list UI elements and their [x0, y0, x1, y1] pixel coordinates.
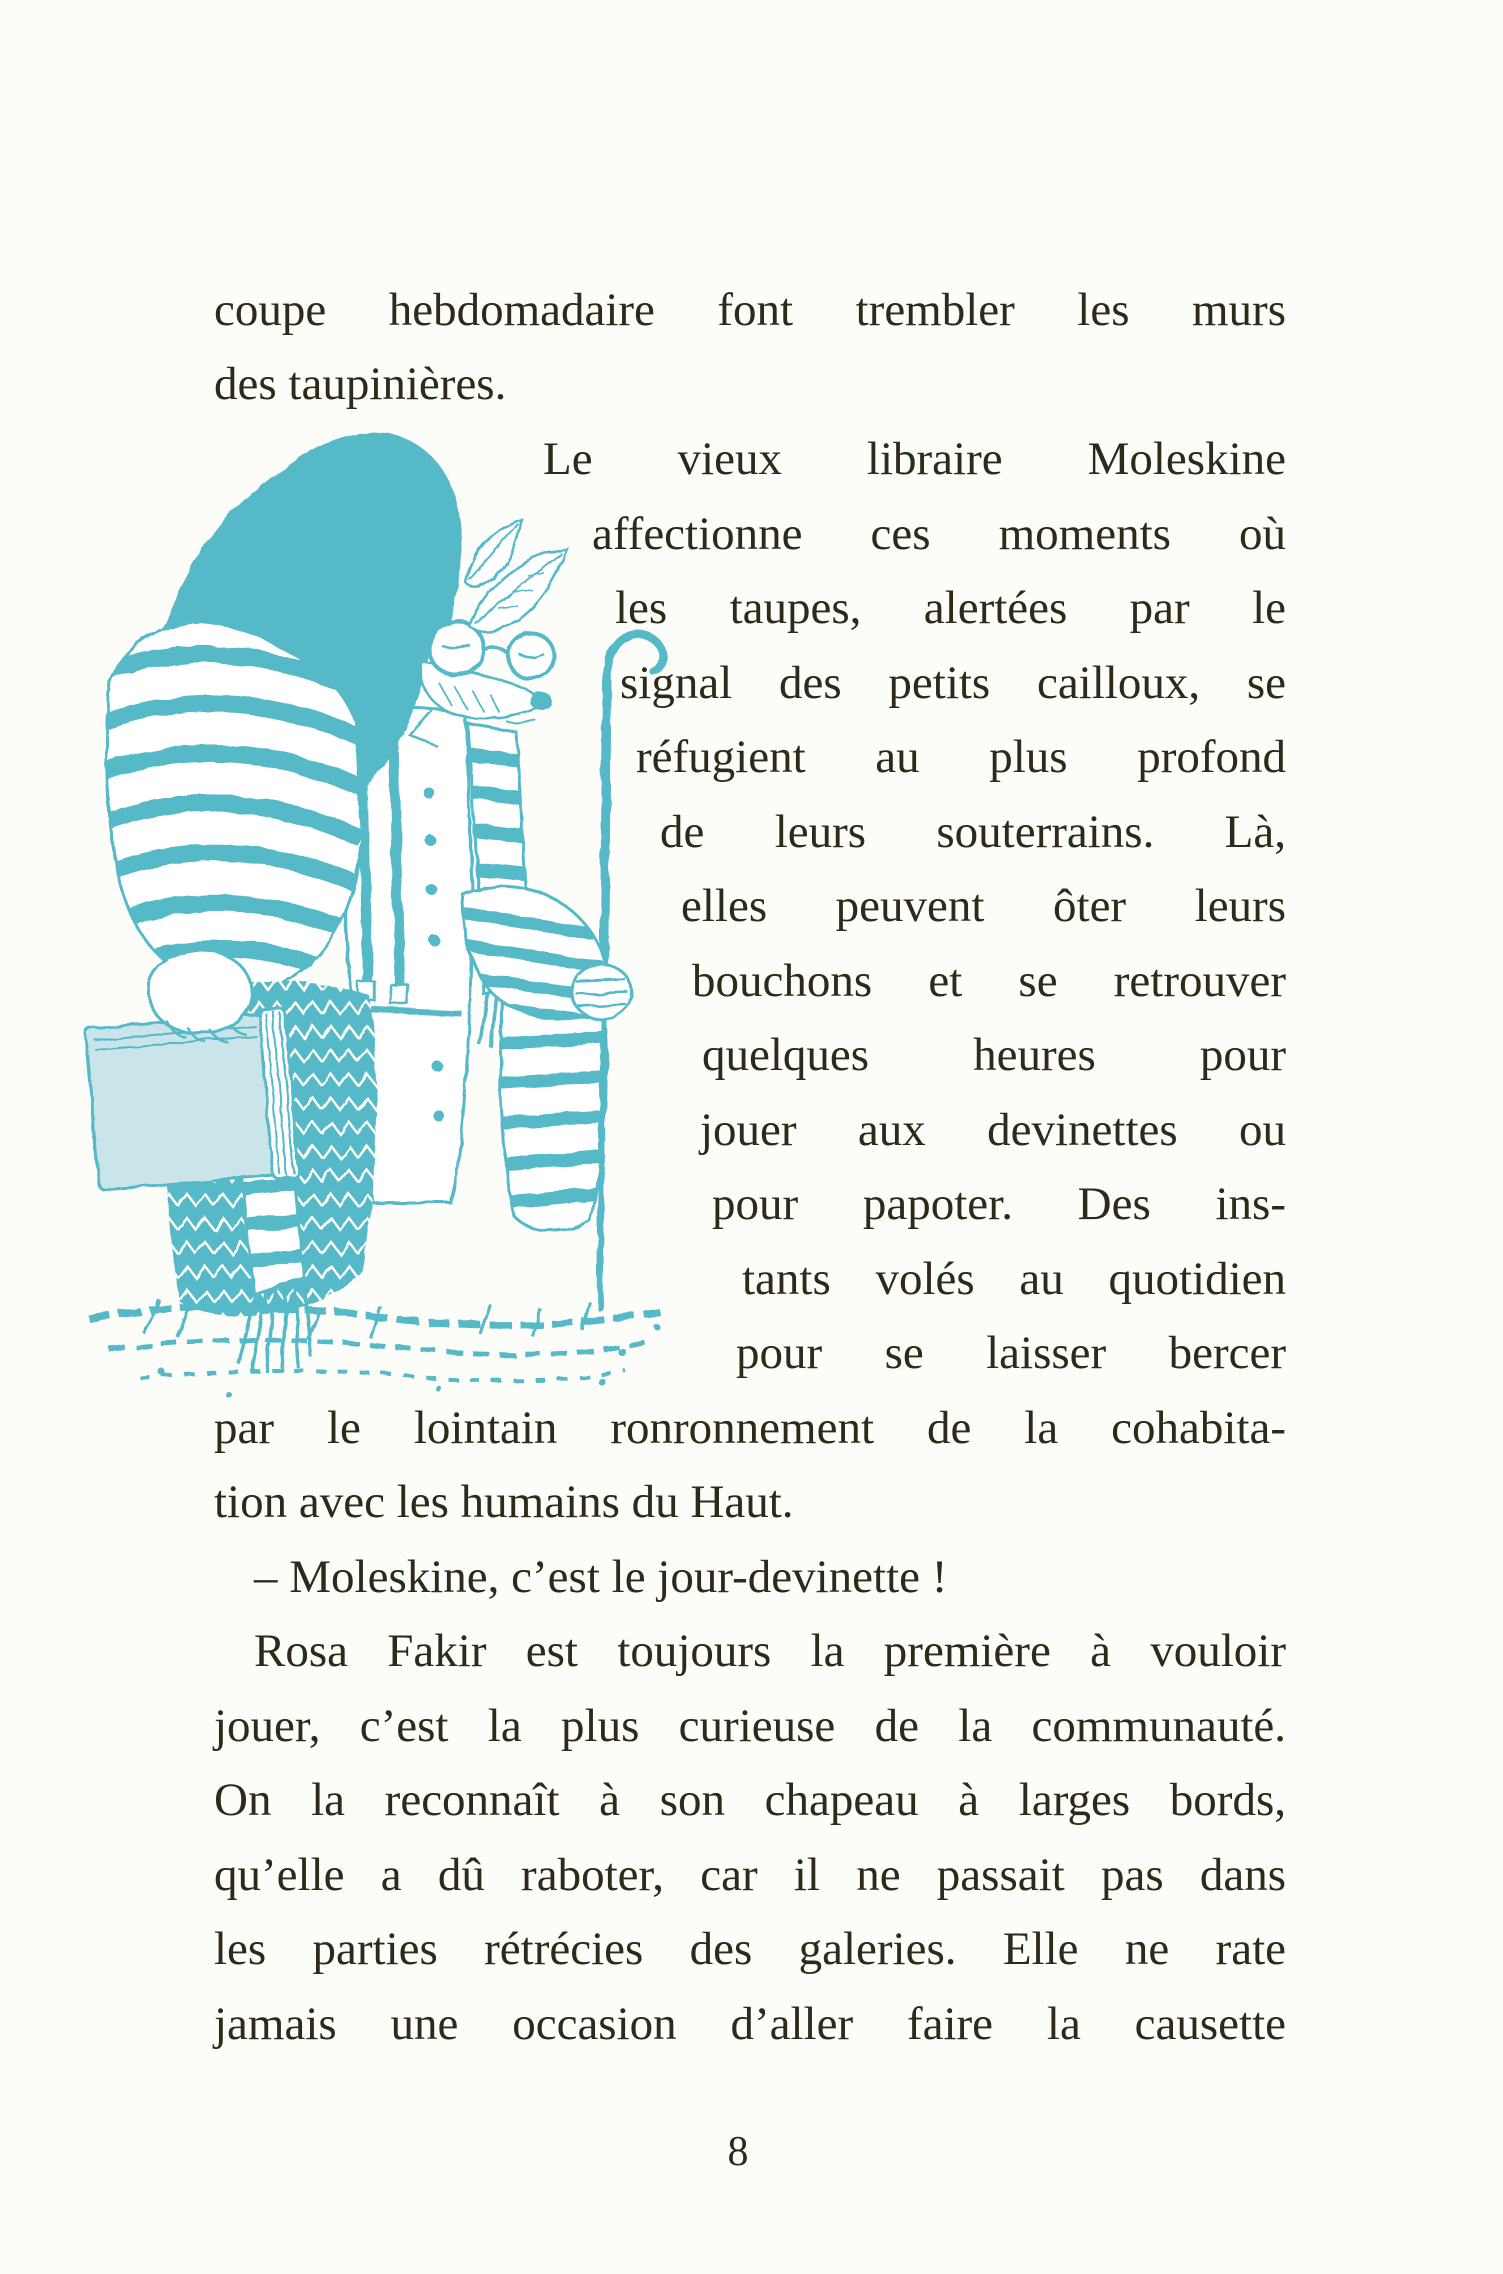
grass: [88, 1300, 660, 1399]
text-line: quelques heures pour: [702, 1029, 1286, 1081]
text-line: réfugient au plus profond: [636, 731, 1286, 783]
striped-coat-tail: [494, 1002, 612, 1231]
right-paw: [572, 965, 632, 1019]
text-line: des taupinières.: [214, 358, 507, 410]
text-line: signal des petits cailloux, se: [620, 657, 1286, 709]
text-line: coupe hebdomadaire font trembler les murs: [214, 284, 1286, 336]
text-line: jamais une occasion d’aller faire la causette: [214, 1998, 1286, 2050]
text-line: tion avec les humains du Haut.: [214, 1476, 794, 1528]
text-line: qu’elle a dû raboter, car il ne passait pas dans: [214, 1849, 1286, 1901]
ear-tufts: [466, 519, 567, 631]
text-line: pour papoter. Des ins-: [712, 1178, 1286, 1230]
text-line: jouer, c’est la plus curieuse de la communauté.: [214, 1700, 1286, 1752]
text-line: pour se laisser bercer: [736, 1327, 1286, 1379]
page-number: 8: [727, 2129, 749, 2175]
text-line: jouer aux devinettes ou: [700, 1104, 1286, 1156]
text-line: – Moleskine, c’est le jour-devinette !: [254, 1551, 948, 1603]
text-line: les taupes, alertées par le: [615, 582, 1286, 634]
text-line: de leurs souterrains. Là,: [660, 806, 1286, 858]
text-line: affectionne ces moments où: [592, 508, 1286, 560]
striped-scarf: [103, 623, 363, 989]
text-line: les parties rétrécies des galeries. Elle ne rate: [214, 1923, 1286, 1975]
text-line: Le vieux libraire Moleskine: [543, 433, 1286, 485]
text-line: bouchons et se retrouver: [692, 955, 1286, 1007]
text-line: Rosa Fakir est toujours la première à vouloir: [254, 1625, 1286, 1677]
text-line: par le lointain ronronnement de la cohabita-: [214, 1402, 1286, 1454]
mole-nose: [530, 692, 552, 710]
text-line: elles peuvent ôter leurs: [681, 880, 1286, 932]
text-line: tants volés au quotidien: [742, 1253, 1286, 1305]
text-line: On la reconnaît à son chapeau à larges bords,: [214, 1774, 1286, 1826]
